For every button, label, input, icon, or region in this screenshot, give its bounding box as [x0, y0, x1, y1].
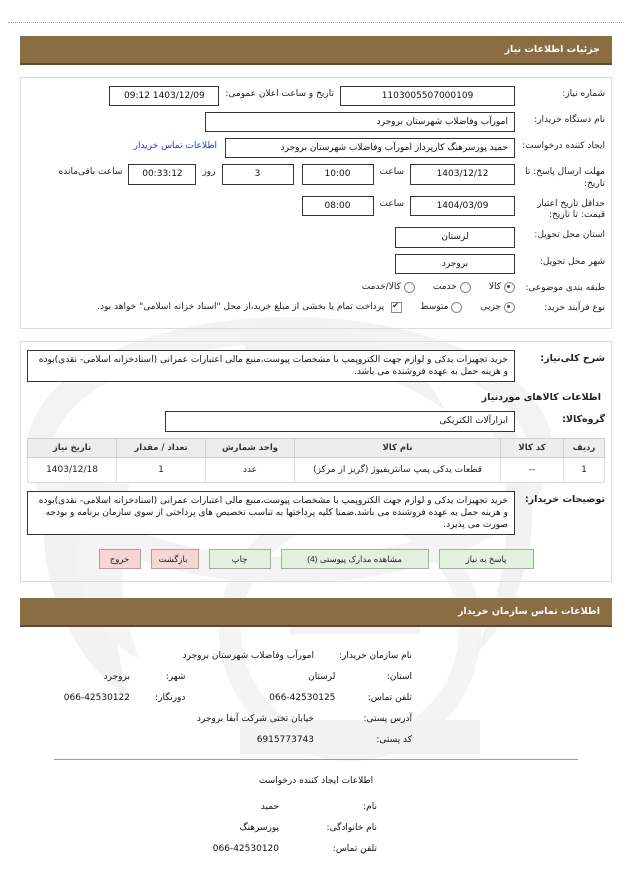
contact-phone-label: تلفن تماس:: [367, 693, 412, 704]
row-need-number: [27, 86, 605, 106]
process-option-minor-label: جزیی: [480, 302, 501, 313]
creator-family-label: نام خانوادگی:: [326, 823, 377, 834]
category-option-goods-service-label: کالا/خدمت: [361, 282, 401, 293]
need-summary-label: شرح کلی‌نیاز:: [540, 353, 605, 365]
need-summary-value: خرید تجهیزات یدکی و لوازم جهت الکتروپمپ با مشخصات پیوست،منبع مالی اعتبارات عمرانی (اسنادخزانه اسلامی- نقدی)بوده و هزینه حمل به عهده فروشنده می باشد.: [27, 350, 515, 382]
radio-off-icon[interactable]: [460, 282, 471, 293]
contact-city-label: شهر:: [165, 672, 186, 683]
need-number-label: شماره نیاز:: [562, 89, 605, 99]
delivery-city-label: شهر محل تحویل:: [539, 256, 605, 267]
goods-table: [27, 438, 605, 483]
process-option-minor[interactable]: [480, 302, 515, 313]
response-deadline-time: 10:00: [302, 164, 374, 184]
creator-name-label: نام:: [363, 802, 377, 813]
category-option-service-label: خدمت: [432, 282, 457, 293]
row-goods-group: [27, 411, 605, 431]
row-contact-postal: [20, 735, 612, 745]
col-header-name: نام کالا: [295, 438, 501, 457]
row-delivery-city: [27, 254, 605, 274]
purchase-process-label: نوع فرآیند خرید:: [544, 302, 605, 313]
page-frame: [8, 22, 624, 865]
contact-org-value: امورآب وفاضلاب شهرستان بروجرد: [182, 651, 314, 662]
process-option-medium[interactable]: [420, 302, 462, 313]
section-title-need-details: جزئیات اطلاعات نیاز: [20, 36, 612, 65]
remaining-days-unit: روز: [202, 167, 216, 178]
contact-postal-label: کد پستی:: [376, 735, 412, 746]
back-button[interactable]: بازگشت: [151, 549, 199, 569]
goods-section-title: اطلاعات کالاهای موردنیاز: [481, 392, 601, 404]
creator-info-block: [20, 776, 612, 854]
delivery-province-value: لرستان: [395, 227, 515, 247]
col-header-qty: تعداد / مقدار: [117, 438, 206, 457]
category-option-goods[interactable]: [489, 282, 515, 293]
remaining-time-value: 00:33:12: [128, 164, 196, 184]
row-buyer-notes: [27, 491, 605, 535]
buyer-contact-block: [20, 637, 612, 854]
need-number-value: 1103005507000109: [340, 86, 515, 106]
col-header-unit: واحد شمارش: [206, 438, 295, 457]
contact-divider: [54, 759, 578, 760]
row-contact-province-city: [20, 672, 612, 682]
col-header-code: کد کالا: [501, 438, 564, 457]
contact-address-label: آدرس پستی:: [363, 714, 412, 725]
contact-fax-label: دورنگار:: [155, 693, 186, 704]
buyer-org-value: امورآب وفاضلاب شهرستان بروجرد: [205, 112, 515, 132]
purchase-process-radio-group[interactable]: [83, 300, 515, 313]
subject-category-label: طبقه بندی موضوعی:: [525, 282, 605, 293]
row-price-validity: [27, 196, 605, 222]
row-need-summary: [27, 350, 605, 382]
process-option-medium-label: متوسط: [420, 302, 449, 313]
answer-need-button[interactable]: پاسخ به نیاز: [439, 549, 534, 569]
print-button[interactable]: چاپ: [209, 549, 271, 569]
radio-on-icon[interactable]: [504, 302, 515, 313]
buyer-notes-value: خرید تجهیزات یدکی و لوازم جهت الکتروپمپ با مشخصات پیوست،منبع مالی اعتبارات عمرانی (اسنادخزانه اسلامی- نقدی)بوده و هزینه حمل به عهده فروشنده می باشد.ضمنا کلیه پرداختها به تناسب تخصیص های پرداختی از سوی سازمان برنامه و بودجه صورت می پذیرد.: [27, 491, 515, 535]
radio-off-icon[interactable]: [451, 302, 462, 313]
treasury-bond-checkbox-group[interactable]: [97, 302, 402, 313]
row-contact-org: [20, 651, 612, 661]
buyer-org-label: نام دستگاه خریدار:: [534, 115, 605, 126]
cell-qty: 1: [117, 457, 206, 482]
creator-name-value: حمید: [260, 802, 279, 813]
price-validity-date: 1404/03/09: [410, 196, 515, 216]
contact-postal-value: 6915773743: [256, 735, 314, 746]
response-deadline-label: مهلت ارسال پاسخ: تا تاریخ:: [525, 167, 605, 189]
row-subject-category: [27, 280, 605, 294]
contact-org-label: نام سازمان خریدار:: [339, 651, 412, 662]
subject-category-radio-group[interactable]: [348, 280, 515, 293]
contact-city-value: بروجرد: [103, 672, 130, 683]
row-creator-phone: [20, 844, 612, 854]
price-validity-time: 08:00: [302, 196, 374, 216]
remaining-days-value: 3: [222, 164, 294, 184]
response-deadline-hour-label: ساعت: [379, 167, 404, 178]
price-validity-hour-label: ساعت: [379, 198, 404, 209]
contact-fax-value: 066-42530122: [63, 693, 130, 704]
row-delivery-province: [27, 227, 605, 247]
buyer-contact-link[interactable]: اطلاعات تماس خریدار: [133, 141, 217, 152]
price-validity-label: حداقل تاریخ اعتبار قیمت: تا تاریخ:: [537, 198, 605, 221]
creator-section-title: اطلاعات ایجاد کننده درخواست: [258, 776, 374, 787]
table-row: [28, 457, 605, 482]
response-deadline-date: 1403/12/12: [410, 164, 515, 184]
col-header-date: تاریخ نیاز: [28, 438, 117, 457]
radio-on-icon[interactable]: [504, 282, 515, 293]
goods-table-header-row: [28, 438, 605, 457]
row-creator-family: [20, 823, 612, 833]
delivery-city-value: بروجرد: [395, 254, 515, 274]
treasury-bond-note: پرداخت تمام یا بخشی از مبلغ خرید،از محل "اسناد خزانه اسلامی" خواهد بود.: [97, 302, 385, 313]
category-option-goods-label: کالا: [488, 282, 501, 293]
view-attachments-button[interactable]: مشاهده مدارک پیوستی (4): [281, 549, 429, 569]
remaining-time-label: ساعت باقی‌مانده: [58, 167, 123, 178]
publish-datetime-label: تاریخ و ساعت اعلان عمومی:: [225, 89, 334, 99]
col-header-radif: ردیف: [564, 438, 605, 457]
creator-phone-value: 066-42530120: [212, 844, 279, 855]
row-request-creator: [27, 138, 605, 158]
cell-date: 1403/12/18: [28, 457, 117, 482]
row-response-deadline: [27, 164, 605, 190]
creator-phone-label: تلفن تماس:: [332, 844, 377, 855]
contact-phone-value: 066-42530125: [269, 693, 336, 704]
buyer-notes-label: توضیحات خریدار:: [524, 493, 605, 505]
row-contact-address: [20, 714, 612, 724]
creator-family-value: پورسرهنگ: [239, 823, 279, 834]
need-summary-goods-panel: [20, 341, 612, 582]
category-option-service[interactable]: [433, 282, 471, 293]
cell-unit: عدد: [206, 457, 295, 482]
row-buyer-organization: [27, 112, 605, 132]
row-creator-name: [20, 802, 612, 812]
delivery-province-label: استان محل تحویل:: [534, 230, 605, 241]
row-contact-phone-fax: [20, 693, 612, 703]
goods-group-label: گروه‌کالا:: [562, 414, 605, 426]
publish-datetime-value: 1403/12/09 09:12: [109, 86, 219, 106]
row-purchase-process: [27, 300, 605, 314]
cell-code: --: [501, 457, 564, 482]
need-details-panel: [20, 77, 612, 329]
cell-radif: 1: [564, 457, 605, 482]
exit-button[interactable]: خروج: [99, 549, 141, 569]
contact-province-value: لرستان: [308, 672, 336, 683]
section-title-buyer-contact: اطلاعات تماس سازمان خریدار: [20, 598, 612, 627]
cell-name: قطعات یدکی پمپ سانتریفیوژ (گریز از مرکز): [295, 457, 501, 482]
contact-province-label: استان:: [386, 672, 412, 683]
request-creator-value: حمید پورسرهنگ کارپرداز امورآب وفاضلاب شهرستان بروجرد: [225, 138, 515, 158]
contact-address-value: خیابان تختی شرکت آبفا بروجرد: [196, 714, 314, 725]
radio-off-icon[interactable]: [404, 282, 415, 293]
action-button-row: [27, 549, 605, 573]
request-creator-label: ایجاد کننده درخواست:: [522, 141, 605, 152]
goods-group-value: ابزارآلات الکتریکی: [165, 411, 515, 431]
category-option-goods-service[interactable]: [362, 282, 415, 293]
checkbox-checked-icon[interactable]: [391, 302, 402, 313]
